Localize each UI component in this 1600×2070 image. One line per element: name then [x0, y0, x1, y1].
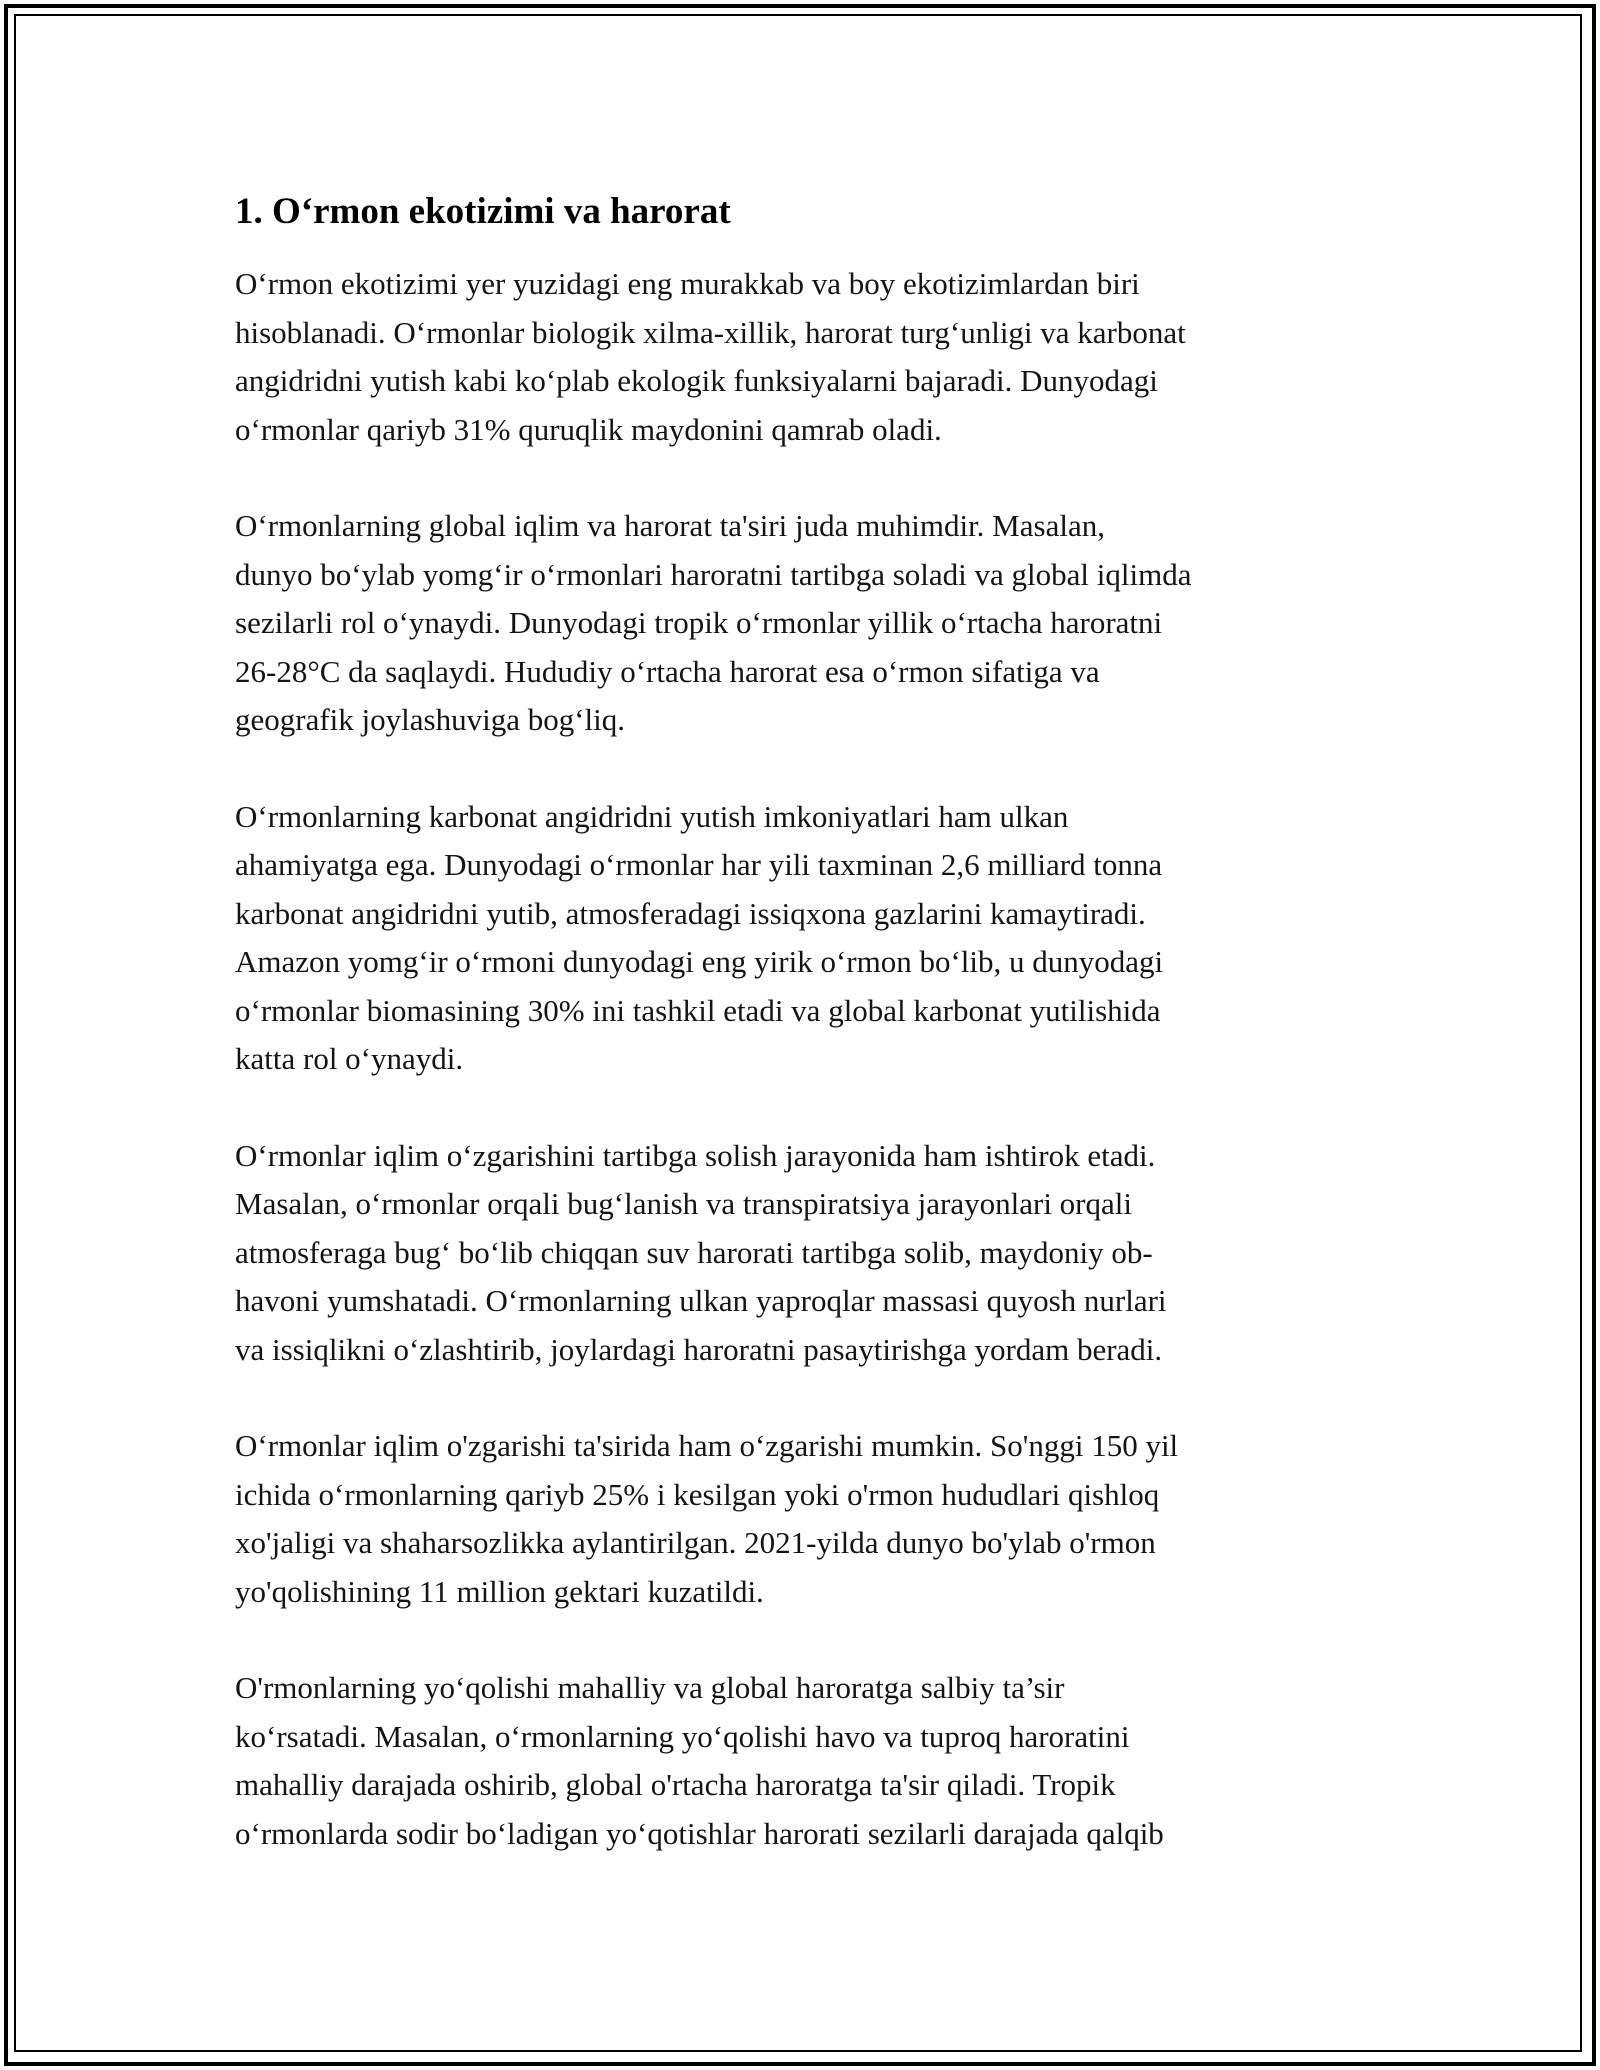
- text-line: dunyo bo‘ylab yomg‘ir o‘rmonlari haroratni tartibga soladi va global iqlimda: [235, 556, 1192, 592]
- text-line: O‘rmonlarning global iqlim va harorat ta'siri juda muhimdir. Masalan,: [235, 508, 1105, 543]
- paragraph-5: [235, 1422, 1375, 1616]
- text-line: o‘rmonlarda sodir bo‘ladigan yo‘qotishlar harorati sezilarli darajada qalqib: [235, 1815, 1164, 1851]
- text-line: mahalliy darajada oshirib, global o'rtacha haroratga ta'sir qiladi. Tropik: [235, 1767, 1116, 1802]
- text-line: angidridni yutish kabi ko‘plab ekologik funksiyalarni bajaradi. Dunyodagi: [235, 363, 1158, 398]
- text-line: va issiqlikni o‘zlashtirib, joylardagi haroratni pasaytirishga yordam beradi.: [235, 1331, 1163, 1367]
- text-line: O'rmonlarning yo‘qolishi mahalliy va global haroratga salbiy ta’sir: [235, 1670, 1065, 1705]
- text-line: ko‘rsatadi. Masalan, o‘rmonlarning yo‘qolishi havo va tuproq haroratini: [235, 1718, 1130, 1754]
- text-line: hisoblanadi. O‘rmonlar biologik xilma-xillik, harorat turg‘unligi va karbonat: [235, 314, 1186, 350]
- text-line: o‘rmonlar biomasining 30% ini tashkil etadi va global karbonat yutilishida: [235, 992, 1161, 1028]
- text-line: geografik joylashuviga bog‘liq.: [235, 702, 625, 737]
- text-line: atmosferaga bug‘ bo‘lib chiqqan suv harorati tartibga solib, maydoniy ob-: [235, 1234, 1153, 1270]
- text-line: O‘rmonlar iqlim o‘zgarishini tartibga solish jarayonida ham ishtirok etadi.: [235, 1137, 1156, 1173]
- text-line: sezilarli rol o‘ynaydi. Dunyodagi tropik o‘rmonlar yillik o‘rtacha haroratni: [235, 605, 1163, 640]
- paragraph-4: [235, 1132, 1375, 1375]
- text-line: karbonat angidridni yutib, atmosferadagi issiqxona gazlarini kamaytiradi.: [235, 895, 1146, 931]
- text-line: O‘rmonlar iqlim o'zgarishi ta'sirida ham o‘zgarishi mumkin. So'nggi 150 yil: [235, 1428, 1179, 1463]
- text-line: Masalan, o‘rmonlar orqali bug‘lanish va transpiratsiya jarayonlari orqali: [235, 1186, 1132, 1221]
- text-line: ichida o‘rmonlarning qariyb 25% i kesilgan yoki o'rmon hududlari qishloq: [235, 1476, 1160, 1512]
- text-line: 26-28°C da saqlaydi. Hududiy o‘rtacha harorat esa o‘rmon sifatiga va: [235, 653, 1100, 689]
- text-line: Amazon yomg‘ir o‘rmoni dunyodagi eng yirik o‘rmon bo‘lib, u dunyodagi: [235, 944, 1164, 979]
- text-line: O‘rmon ekotizimi yer yuzidagi eng murakkab va boy ekotizimlardan biri: [235, 266, 1140, 301]
- paragraph-3: [235, 793, 1375, 1084]
- text-line: xo'jaligi va shaharsozlikka aylantirilgan. 2021-yilda dunyo bo'ylab o'rmon: [235, 1525, 1156, 1560]
- paragraph-1: [235, 260, 1375, 454]
- section-heading: 1. O‘rmon ekotizimi va harorat: [235, 191, 731, 232]
- text-line: havoni yumshatadi. O‘rmonlarning ulkan yaproqlar massasi quyosh nurlari: [235, 1283, 1167, 1318]
- text-line: katta rol o‘ynaydi.: [235, 1041, 464, 1076]
- paragraph-2: [235, 502, 1375, 745]
- document-body: [235, 188, 1375, 1906]
- text-line: o‘rmonlar qariyb 31% quruqlik maydonini qamrab oladi.: [235, 411, 942, 447]
- text-line: yo'qolishining 11 million gektari kuzatildi.: [235, 1573, 764, 1609]
- text-line: ahamiyatga ega. Dunyodagi o‘rmonlar har yili taxminan 2,6 milliard tonna: [235, 847, 1163, 882]
- paragraph-6: [235, 1664, 1375, 1858]
- text-line: O‘rmonlarning karbonat angidridni yutish imkoniyatlari ham ulkan: [235, 798, 1069, 834]
